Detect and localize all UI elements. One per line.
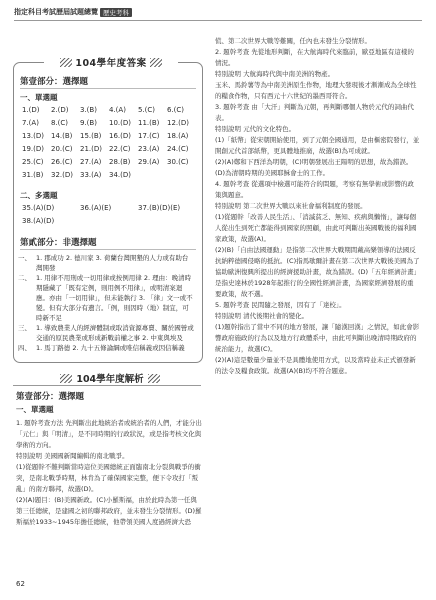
single-choice-heading: 一、單選題 xyxy=(20,93,58,102)
list-item: 二、 1. 用律不用刑或一切用律或按例用律 2. 理由：晚清時期隱藏了「既有定例，則用例不用律」，或明清案迴應。亦由「一切用律」，但未能執行 3. 「律」文一或不變。但有大部分有遺言。「例，則因時（地）制宜，可時新不足 xyxy=(18,274,193,322)
answer-cell: 14.(B) xyxy=(51,132,73,140)
answer-cell: 10.(D) xyxy=(109,119,131,127)
parse-left-column xyxy=(16,418,202,576)
answer-cell: 7.(A) xyxy=(22,119,39,127)
answer-cell: 21.(D) xyxy=(80,145,102,153)
parse-rule xyxy=(13,385,201,386)
parse-paragraph: (2)(A)這是數量少量並不是具體地使用方式，以及當時並未正式頒發新的法令及糧食政策。故選(A)(B)均不符合題意。 xyxy=(215,356,416,375)
answer-cell: 24.(C) xyxy=(167,145,189,153)
answer-row xyxy=(22,119,196,127)
page-number: 62 xyxy=(16,580,25,588)
answer-cell: 38.(A)(D) xyxy=(22,217,55,225)
subject-tag: 歷史考科 xyxy=(100,8,132,17)
answer-title: 104學年度答案 xyxy=(75,58,147,69)
answer-cell: 31.(B) xyxy=(22,171,44,179)
answer-cell xyxy=(80,217,138,225)
answer-row xyxy=(22,158,196,166)
stripe-decoration-left xyxy=(60,374,72,383)
answer-row xyxy=(22,171,196,179)
answer-row xyxy=(22,106,196,114)
answer-cell: 4.(A) xyxy=(109,106,126,114)
list-item: 三、 1. 導致農業人的經濟體制或取消資源專賣、關於國營或交通的原民農業或形成新戰前權之事 2. 中東與埃及 xyxy=(18,324,194,342)
answer-cell: 2.(D) xyxy=(51,106,69,114)
answer-cell: 20.(C) xyxy=(51,145,73,153)
answer-cell: 25.(C) xyxy=(22,158,44,166)
stripe-decoration-left xyxy=(60,58,72,67)
answer-cell: 6.(C) xyxy=(167,106,185,114)
answer-cell xyxy=(167,171,196,179)
answer-cell: 3.(B) xyxy=(80,106,97,114)
answer-cell: 15.(B) xyxy=(80,132,102,140)
parse-paragraph: 特別說明 大航海時代與中南美洲的物產。 xyxy=(215,70,335,78)
answer-cell: 28.(B) xyxy=(109,158,131,166)
answer-cell: 27.(A) xyxy=(80,158,102,166)
answer-cell: 37.(B)(D)(E) xyxy=(138,204,181,212)
parse-paragraph: 3. 題幹考查 由「大汗」判斷為元朝，再判斷哪個人物於元代的詞曲代表。 xyxy=(215,103,414,122)
parse-paragraph: (2)(A)題目：(B)美國新政。(C)小羅斯福，由於此時為第一任與第三任總統，是建國之初的聯邦政府，並未發生分裂情形。(D)羅斯福於1933~1945年擔任總統，他帶領美國人度過經濟大恐 xyxy=(16,496,202,526)
answer-cell: 18.(A) xyxy=(167,132,189,140)
list-item: 四、 1. 馬丁路德 2. 九十五條論綱或唯信稱義或因信稱義 xyxy=(18,344,185,352)
parse-paragraph: (1)「紙幣」從宋朝開始使用，到了元朝全國通用，是由樞密院發行，並開創元代首部紙幣，更具體地推廣，故選(B)為可成就。 xyxy=(215,136,420,155)
answer-cell: 12.(D) xyxy=(167,119,189,127)
answer-cell: 9.(B) xyxy=(80,119,97,127)
answer-cell: 22.(C) xyxy=(109,145,131,153)
parse-paragraph: 慌、第二次世界大戰等難關，任內也未發生分裂情形。 xyxy=(215,37,371,45)
parse-paragraph: 特別說明 元代的文化特色。 xyxy=(215,125,296,133)
answer-cell xyxy=(138,217,196,225)
answer-cell: 19.(D) xyxy=(22,145,44,153)
parse-paragraph: (2)(B)「自由法國運動」是指第二次世界大戰期間戴高樂領導的法國反抗納粹德國侵略的抵抗。(C)指馬歇爾計畫在第二次世界大戰後美國為了協助歐洲復興所提出的經濟援助計畫，故為錯誤。(D)「五年經濟計畫」是指史達林於1928年起推行的全國性經濟計畫，為國家經濟發展的重要政策，故不選。 xyxy=(215,246,420,298)
answer-row xyxy=(22,145,196,153)
answer-cell: 33.(A) xyxy=(80,171,102,179)
answer-cell: 1.(D) xyxy=(22,106,40,114)
answer-cell: 13.(D) xyxy=(22,132,44,140)
parse-paragraph: 2. 題幹考查 先從地形判斷，在大航海時代來臨前，歐亞地區有這樣的情況。 xyxy=(215,48,414,67)
parse-single-heading: 一、單選題 xyxy=(16,405,54,414)
divider xyxy=(20,88,196,89)
stripe-decoration-right xyxy=(150,58,162,67)
answer-cell: 16.(D) xyxy=(109,132,131,140)
parse-right-column xyxy=(215,36,420,576)
answer-cell: 23.(A) xyxy=(138,145,160,153)
parse-part1-heading: 第壹部分：選擇題 xyxy=(16,392,85,402)
parse-title: 104學年度解析 xyxy=(76,374,144,385)
parse-paragraph: 1. 題幹考查方法 先判斷出此地統治者或統治者的人們，才能分出「元仁」與「明清」，是不同時期的行政狀況，或是指考核文化與學術的方向。 xyxy=(16,419,202,449)
parse-paragraph: (1)從題幹不難判斷當時這位美國總統正面臨南北分裂與戰爭的衝突，是南北戰爭時期，林肯為了確保國家完整，便下令攻打「叛亂」的南方聯邦，故選(D)。 xyxy=(16,463,201,493)
answer-cell: 8.(C) xyxy=(51,119,69,127)
parse-paragraph: (1)從題幹「改善人民生活」、「消滅貧乏、無知、疾病與懶惰」，讓每個人從出生到死亡都能得到國家的照顧，由此可判斷出英國戰後的福利國家政策，故選(A)。 xyxy=(215,213,417,243)
answer-cell: 36.(A)(E) xyxy=(80,204,112,212)
parse-paragraph: 玉米、馬鈴薯等為中南美洲原生作物，地理大發現後才漸漸成為全球性的糧食作物，只有西元十六世紀的墨西哥符合。 xyxy=(215,81,417,100)
parse-title-bar xyxy=(40,371,180,385)
parse-paragraph: 5. 題幹考查 民間隨之發展，因有了「達校」。 xyxy=(215,301,346,309)
answer-cell: 11.(B) xyxy=(138,119,160,127)
header-title: 指定科目考試歷屆試題總覽 xyxy=(14,8,98,16)
parse-paragraph: 4. 題幹考查 從選項中檢選可能符合的問題，考察有無學術或影響的政策與題意。 xyxy=(215,180,414,199)
divider xyxy=(20,249,196,250)
stripe-decoration-right xyxy=(148,374,160,383)
list-item: 一、 1. 郡成功 2. 德川家 3. 荷蘭台灣開墾的人力或有助台灣開發 xyxy=(18,254,189,272)
parse-paragraph: (2)(A)鄭和下西洋為明朝，(C)明朝發展出王陽明的思想，故為錯誤。(D)為清朝時期的美國耶穌會士的工作。 xyxy=(215,158,413,177)
answer-cell: 32.(D) xyxy=(51,171,73,179)
answer-title-bar xyxy=(44,54,178,70)
answer-cell: 35.(A)(D) xyxy=(22,204,55,212)
answer-row xyxy=(22,132,196,140)
answer-cell: 34.(D) xyxy=(109,171,131,179)
answer-cell: 17.(C) xyxy=(138,132,160,140)
parse-paragraph: (1)題幹指出了當中不同的地方發展，讓「隨漢回漢」之情況，如此會影響政府施政的行為以及地方行政體系中，由此可判斷出晚清時期政府的統治能力，故選(C)。 xyxy=(215,323,420,353)
multi-choice-heading: 二、多選題 xyxy=(20,191,58,200)
running-header xyxy=(14,6,132,18)
answer-part1-heading: 第壹部分：選擇題 xyxy=(20,77,89,87)
parse-paragraph: 特別說明 美國國新聞編輯的南北戰爭。 xyxy=(16,452,129,460)
parse-paragraph: 特別說明 第二次世界大戰以來社會福利制度的發展。 xyxy=(215,202,367,210)
answer-cell: 5.(C) xyxy=(138,106,156,114)
answer-row xyxy=(22,204,196,212)
parse-paragraph: 特別說明 清代後期社會的變化。 xyxy=(215,312,309,320)
header-rule xyxy=(14,20,422,21)
answer-cell: 29.(A) xyxy=(138,158,160,166)
essay-answer-list xyxy=(18,253,194,353)
answer-cell: 30.(C) xyxy=(167,158,189,166)
answer-cell xyxy=(138,171,167,179)
answer-cell: 26.(C) xyxy=(51,158,73,166)
answer-row xyxy=(22,217,196,225)
answer-part2-heading: 第貳部分：非選擇題 xyxy=(20,238,97,248)
